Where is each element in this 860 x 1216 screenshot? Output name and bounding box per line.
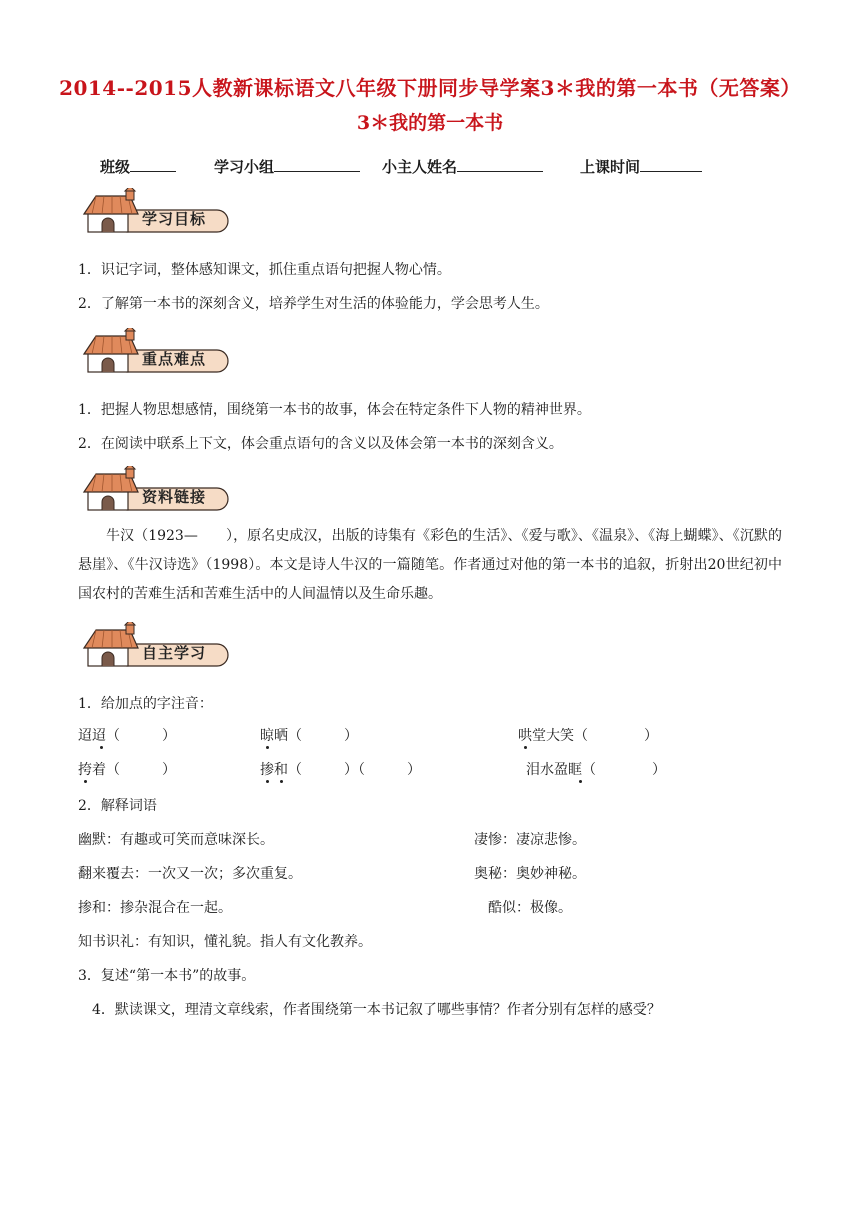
term-definition: 凄惨：凄凉悲惨。 xyxy=(474,832,586,848)
question-3: 3．复述“第一本书”的故事。 xyxy=(78,968,256,984)
document-title: 2014--2015人教新课标语文八年级下册同步导学案3＊我的第一本书（无答案） xyxy=(59,76,801,100)
lesson-title: 3＊我的第一本书 xyxy=(356,112,504,134)
key-item: 1．把握人物思想感情，围绕第一本书的故事，体会在特定条件下人物的精神世界。 xyxy=(78,402,591,418)
emphasis-dot xyxy=(280,780,283,783)
emphasis-dot xyxy=(266,780,269,783)
term-definition: 知书识礼：有知识，懂礼貌。指人有文化教养。 xyxy=(78,934,372,950)
class-field: 班级 xyxy=(100,156,176,177)
section-badge-key: 重点难点 xyxy=(82,328,232,376)
term-definition: 奥秘：奥妙神秘。 xyxy=(474,866,586,882)
emphasis-dot xyxy=(84,780,87,783)
question-4: 4．默读课文，理清文章线索，作者围绕第一本书记叙了哪些事情？作者分别有怎样的感受？ xyxy=(92,1002,661,1018)
class-time-field: 上课时间 xyxy=(580,156,702,177)
pinyin-item: 掺和（ ）（ ） xyxy=(260,762,421,778)
term-definition: 幽默：有趣或可笑而意味深长。 xyxy=(78,832,274,848)
emphasis-dot xyxy=(579,780,582,783)
pinyin-item: 挎着（ ） xyxy=(78,762,176,778)
material-paragraph: 牛汉（1923— ），原名史成汉，出版的诗集有《彩色的生活》、《爱与歌》、《温泉》、《海上蝴蝶》、《沉默的悬崖》、《牛汉诗选》（1998）。本文是诗人牛汉的一篇随笔。作者通过对他的第一本书的追叙，折射出20世纪初中国农村的苦难生活和苦难生活中的人间温情以及生命乐趣。 xyxy=(78,528,782,602)
emphasis-dot xyxy=(266,746,269,749)
question-2: 2．解释词语 xyxy=(78,798,157,814)
group-field: 学习小组 xyxy=(214,156,360,177)
pinyin-item: 哄堂大笑（ ） xyxy=(518,728,658,744)
term-definition: 酷似：极像。 xyxy=(488,900,572,916)
pinyin-item: 迢迢（ ） xyxy=(78,728,176,744)
question-1: 1．给加点的字注音： xyxy=(78,696,213,712)
section-badge-material: 资料链接 xyxy=(82,466,232,514)
term-definition: 掺和：掺杂混合在一起。 xyxy=(78,900,232,916)
emphasis-dot xyxy=(100,746,103,749)
host-name-field: 小主人姓名 xyxy=(382,156,543,177)
section-badge-goals: 学习目标 xyxy=(82,188,232,236)
section-badge-self-study: 自主学习 xyxy=(82,622,232,670)
key-item: 2．在阅读中联系上下文，体会重点语句的含义以及体会第一本书的深刻含义。 xyxy=(78,436,563,452)
pinyin-item: 泪水盈眶（ ） xyxy=(526,762,666,778)
goal-item: 1．识记字词，整体感知课文，抓住重点语句把握人物心情。 xyxy=(78,262,451,278)
emphasis-dot xyxy=(524,746,527,749)
goal-item: 2．了解第一本书的深刻含义，培养学生对生活的体验能力，学会思考人生。 xyxy=(78,296,549,312)
term-definition: 翻来覆去：一次又一次；多次重复。 xyxy=(78,866,302,882)
pinyin-item: 晾晒（ ） xyxy=(260,728,358,744)
